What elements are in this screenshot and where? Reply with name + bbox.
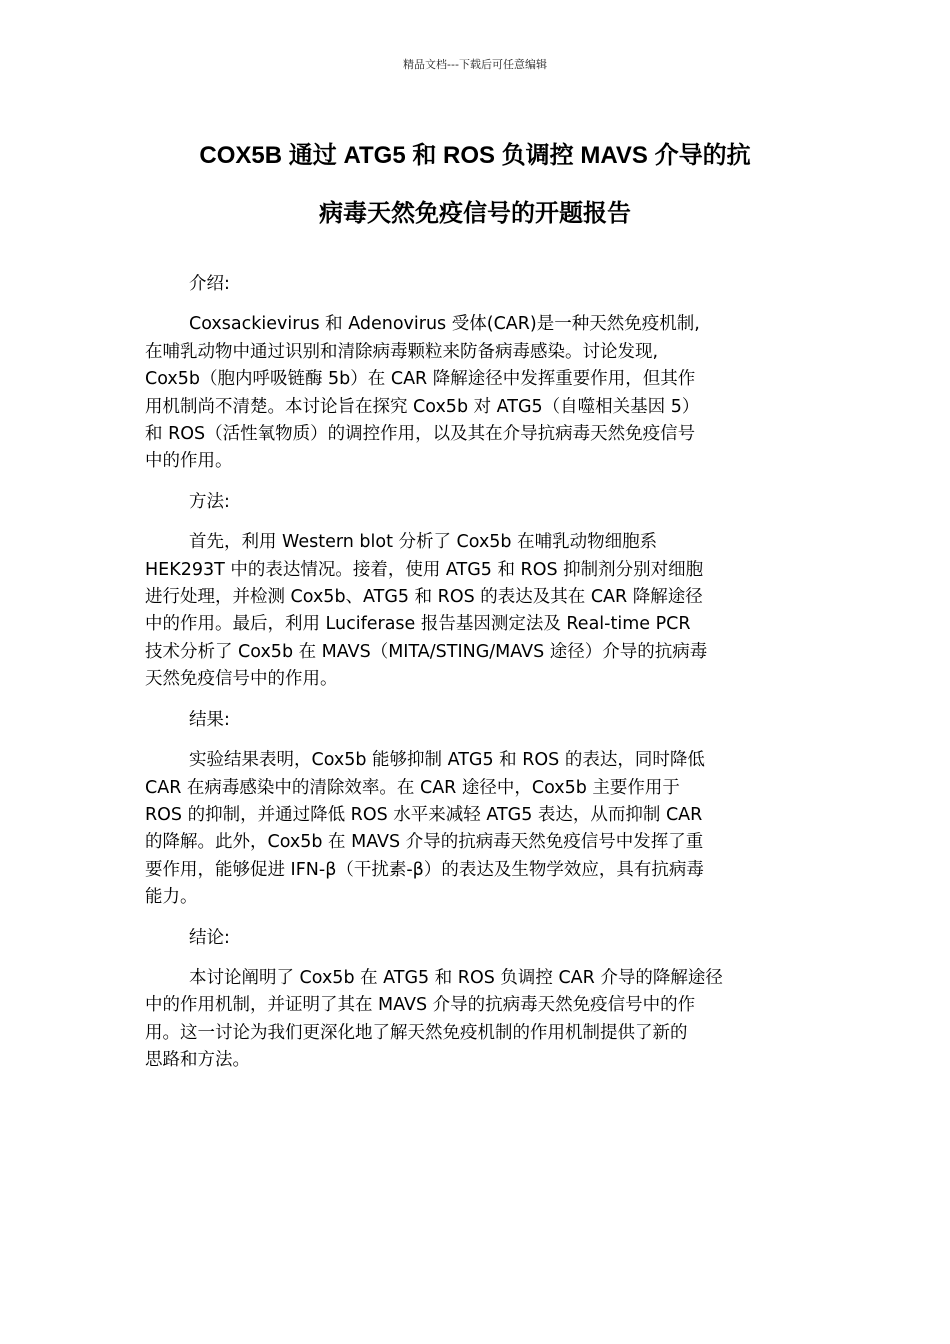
section-heading-conclusion: 结论: — [189, 927, 230, 948]
section-heading-intro: 介绍: — [189, 274, 230, 294]
paragraph-methods — [145, 529, 810, 693]
paragraph-line: 天然免疫信号中的作用。 — [145, 669, 338, 690]
document-body — [145, 271, 810, 1088]
paragraph-line: 和 ROS（活性氧物质）的调控作用，以及其在介导抗病毒天然免疫信号 — [145, 424, 696, 445]
paragraph-line: 中的作用机制，并证明了其在 MAVS 介导的抗病毒天然免疫信号中的作 — [145, 995, 696, 1016]
paragraph-line: 能力。 — [145, 887, 198, 908]
document-title-line-2: 病毒天然免疫信号的开题报告 — [319, 200, 631, 227]
paragraph-line: 本讨论阐明了 Cox5b 在 ATG5 和 ROS 负调控 CAR 介导的降解途径 — [189, 967, 723, 988]
paragraph-line: 用。这一讨论为我们更深化地了解天然免疫机制的作用机制提供了新的 — [145, 1022, 688, 1043]
paragraph-line: CAR 在病毒感染中的清除效率。在 CAR 途径中，Cox5b 主要作用于 — [145, 777, 680, 798]
paragraph-line: ROS 的抑制，并通过降低 ROS 水平来减轻 ATG5 表达，从而抑制 CAR — [145, 804, 703, 825]
paragraph-line: 实验结果表明，Cox5b 能够抑制 ATG5 和 ROS 的表达，同时降低 — [189, 750, 705, 771]
paragraph-line: Cox5b（胞内呼吸链酶 5b）在 CAR 降解途径中发挥重要作用，但其作 — [145, 369, 696, 390]
paragraph-line: 思路和方法。 — [145, 1050, 250, 1071]
page-header: 精品文档---下载后可任意编辑 — [403, 58, 547, 71]
section-heading-results: 结果: — [189, 709, 230, 730]
paragraph-line: 进行处理，并检测 Cox5b、ATG5 和 ROS 的表达及其在 CAR 降解途径 — [145, 587, 703, 608]
paragraph-conclusion — [145, 965, 810, 1075]
paragraph-line: 在哺乳动物中通过识别和清除病毒颗粒来防备病毒感染。讨论发现, — [145, 341, 659, 362]
paragraph-line: 用机制尚不清楚。本讨论旨在探究 Cox5b 对 ATG5（自噬相关基因 5） — [145, 396, 700, 417]
section-heading-methods: 方法: — [189, 491, 230, 512]
paragraph-results — [145, 747, 810, 911]
paragraph-line: 中的作用。最后，利用 Luciferase 报告基因测定法及 Real-time PCR — [145, 614, 691, 635]
paragraph-line: 技术分析了 Cox5b 在 MAVS（MITA/STING/MAVS 途径）介导的抗病毒 — [145, 641, 708, 662]
document-title-line-1: COX5B 通过 ATG5 和 ROS 负调控 MAVS 介导的抗 — [199, 142, 751, 169]
paragraph-line: 要作用，能够促进 IFN-β（干扰素-β）的表达及生物学效应，具有抗病毒 — [145, 859, 704, 880]
paragraph-line: 的降解。此外，Cox5b 在 MAVS 介导的抗病毒天然免疫信号中发挥了重 — [145, 832, 704, 853]
paragraph-line: HEK293T 中的表达情况。接着，使用 ATG5 和 ROS 抑制剂分别对细胞 — [145, 559, 704, 580]
paragraph-line: Coxsackievirus 和 Adenovirus 受体(CAR)是一种天然免疫机制, — [189, 314, 700, 335]
paragraph-intro — [145, 311, 810, 475]
paragraph-line: 首先，利用 Western blot 分析了 Cox5b 在哺乳动物细胞系 — [189, 532, 658, 553]
paragraph-line: 中的作用。 — [145, 451, 233, 472]
